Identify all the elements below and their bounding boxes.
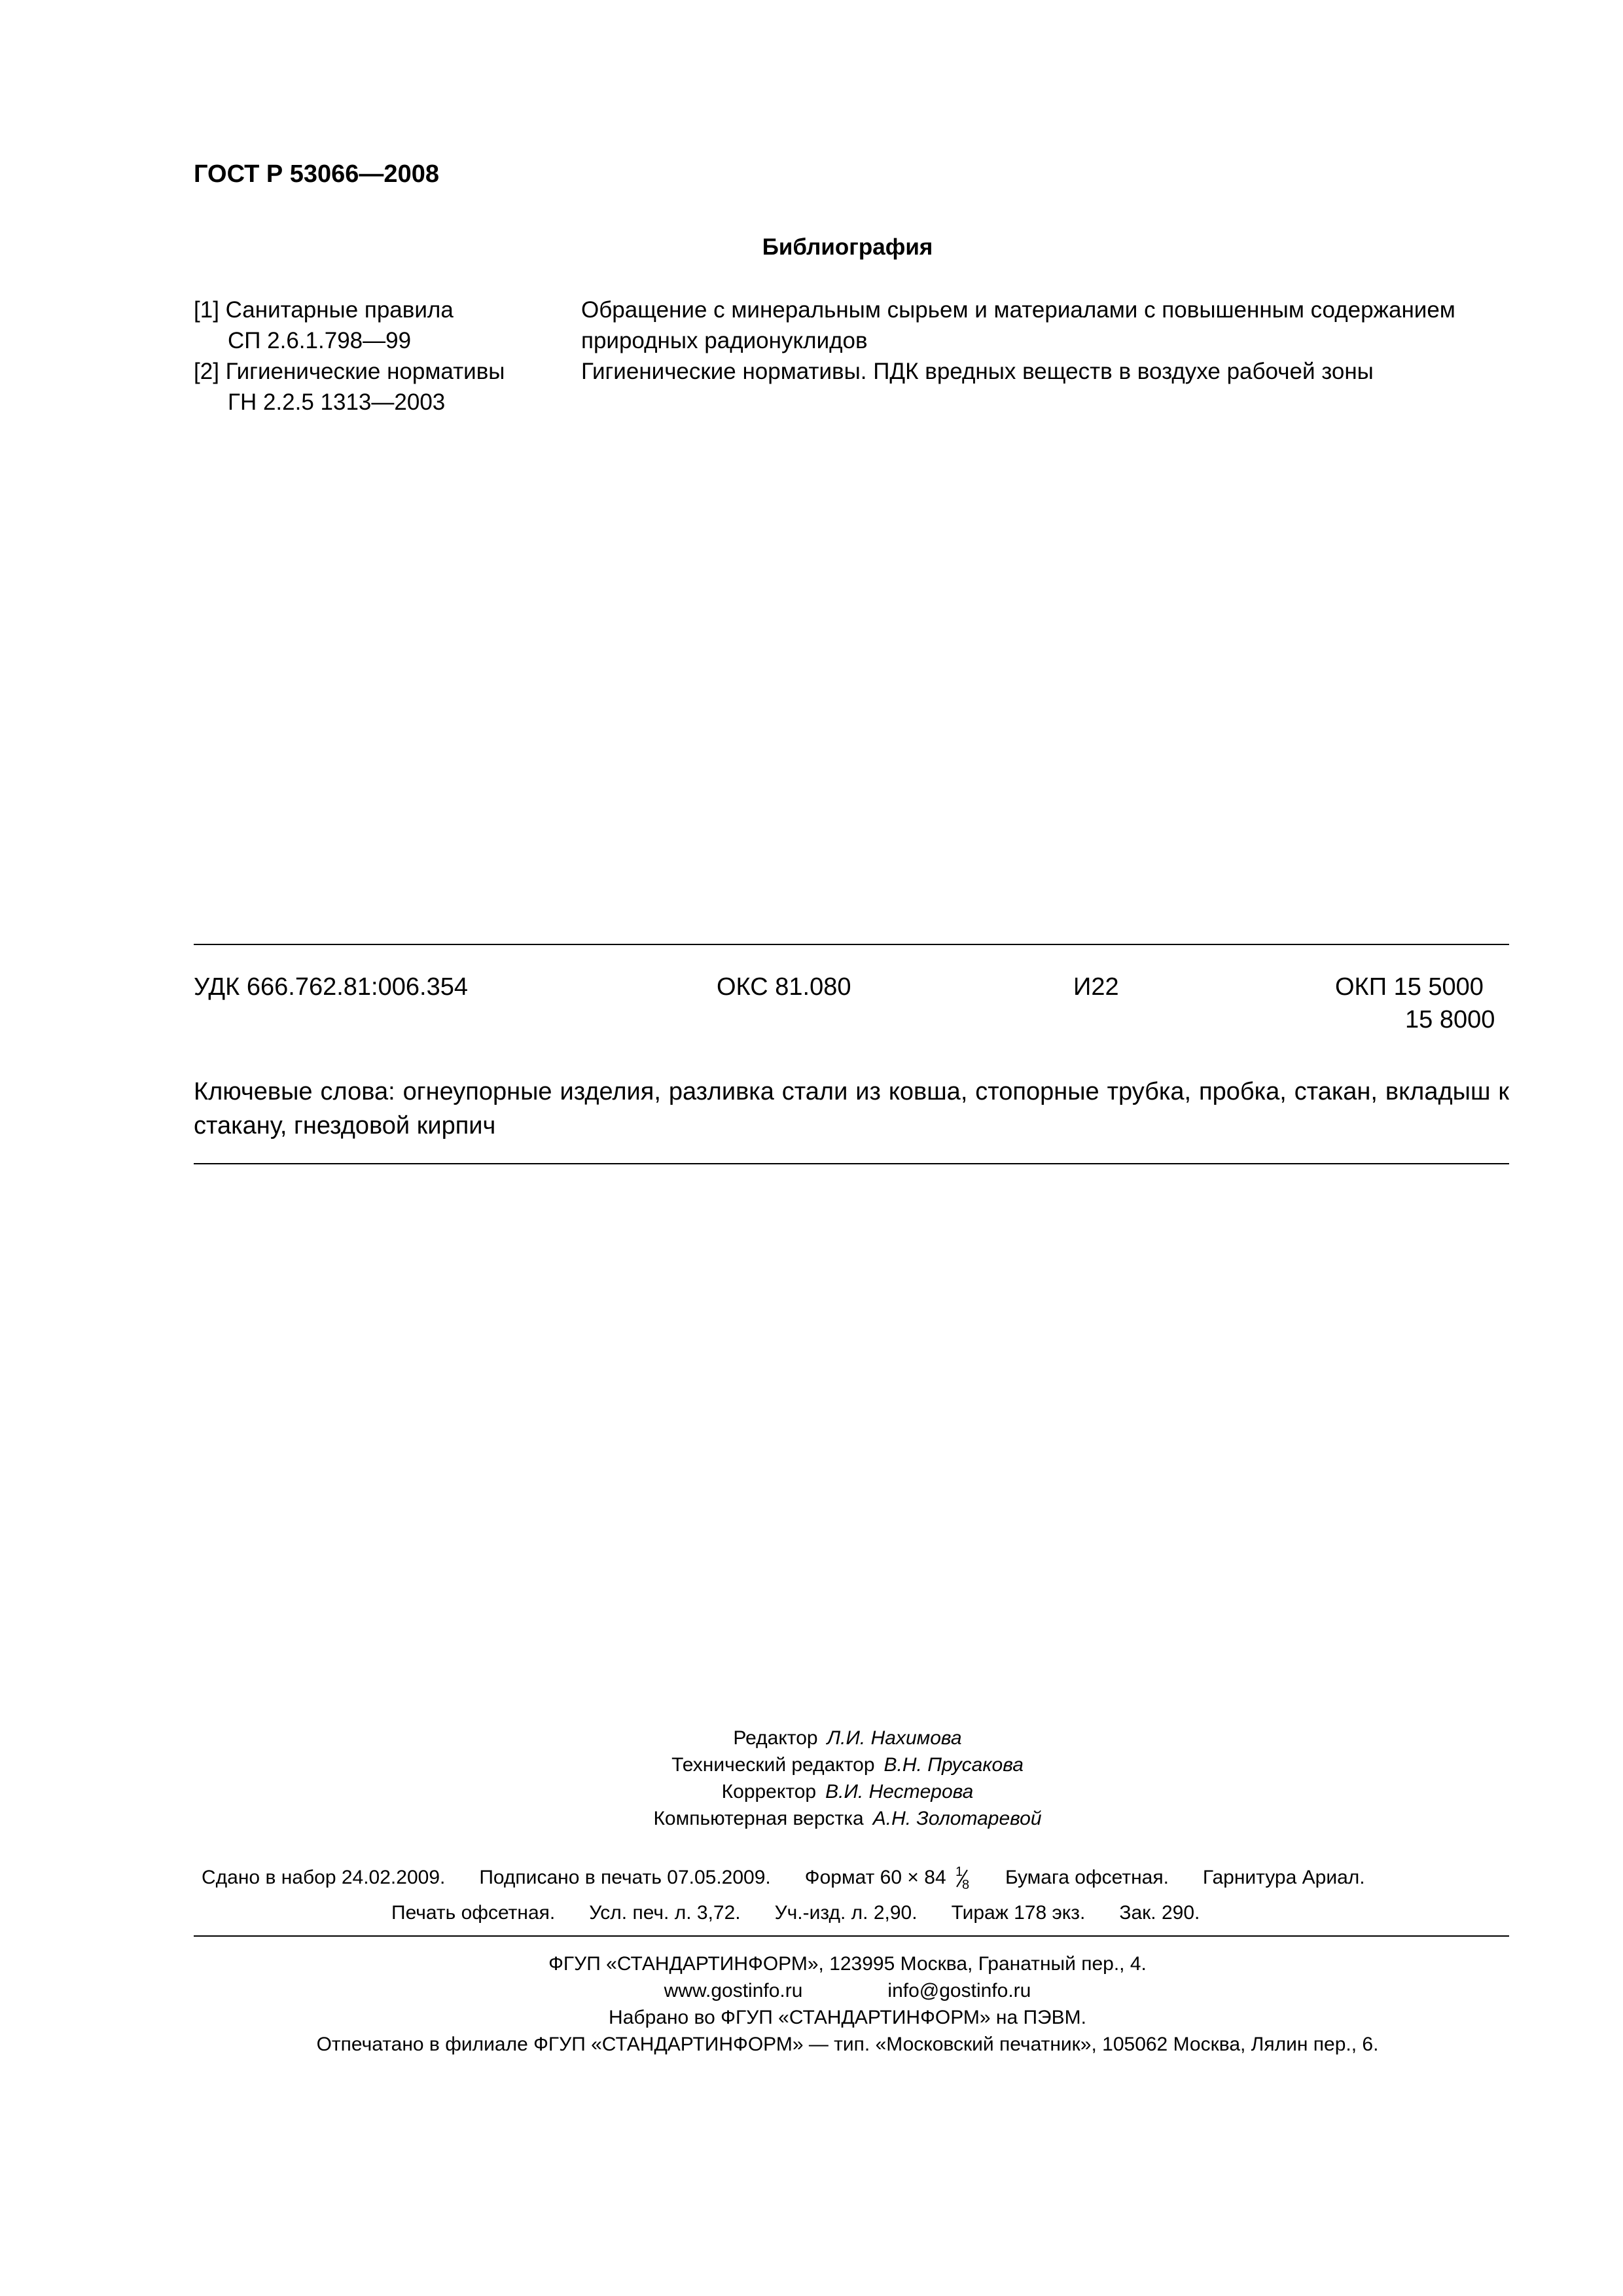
divider-top bbox=[194, 944, 1509, 945]
typeset-note: Набрано во ФГУП «СТАНДАРТИНФОРМ» на ПЭВМ. bbox=[609, 2007, 1086, 2028]
publisher-contacts bbox=[0, 1977, 1623, 2004]
credits-block bbox=[0, 1725, 1623, 1832]
email-link[interactable]: info@gostinfo.ru bbox=[887, 1980, 1031, 2001]
website-link[interactable]: www.gostinfo.ru bbox=[664, 1980, 803, 2001]
bib-ref-2-line2: ГН 2.2.5 1313—2003 bbox=[228, 389, 446, 415]
credit-corrector: Корректор В.И. Нестерова bbox=[721, 1781, 974, 1803]
divider-keywords bbox=[194, 1163, 1509, 1164]
oks-code: ОКС 81.080 bbox=[717, 973, 851, 1001]
format-fraction: 1 8 bbox=[955, 1865, 970, 1893]
bibliography-title: Библиография bbox=[762, 234, 933, 260]
credit-layout: Компьютерная верстка А.Н. Золотаревой bbox=[653, 1808, 1042, 1829]
divider-footer bbox=[194, 1935, 1509, 1937]
credit-editor: Редактор Л.И. Нахимова bbox=[733, 1727, 962, 1749]
keywords: Ключевые слова: огнеупорные изделия, разливка стали из ковша, стопорные трубка, пробка, стакан, вкладыш к стакану, гнездовой кирпич bbox=[194, 1078, 1509, 1139]
bib-ref-1-line2: СП 2.6.1.798—99 bbox=[228, 328, 412, 353]
okp-code-2: 15 8000 bbox=[1405, 1006, 1495, 1033]
publication-line-2: Печать офсетная. Усл. печ. л. 3,72. Уч.-изд. л. 2,90. Тираж 178 экз. Зак. 290. bbox=[391, 1902, 1200, 1924]
credit-tech-editor: Технический редактор В.Н. Прусакова bbox=[671, 1754, 1024, 1776]
group-code: И22 bbox=[1073, 973, 1119, 1001]
publisher-address: ФГУП «СТАНДАРТИНФОРМ», 123995 Москва, Гранатный пер., 4. bbox=[548, 1953, 1147, 1975]
okp-code-1: ОКП 15 5000 bbox=[1335, 973, 1484, 1001]
bib-desc-1-line2: природных радионуклидов bbox=[581, 328, 868, 353]
document-code: ГОСТ Р 53066—2008 bbox=[194, 160, 439, 188]
publication-line-1: Сдано в набор 24.02.2009. Подписано в печать 07.05.2009. Формат 60 × 84 1 8 Бумага офсетная. Гарнитура Ариал. bbox=[202, 1865, 1365, 1893]
bib-desc-2-line1: Гигиенические нормативы. ПДК вредных веществ в воздухе рабочей зоны bbox=[581, 359, 1374, 384]
bib-desc-1-line1: Обращение с минеральным сырьем и материалами с повышенным содержанием bbox=[581, 297, 1455, 323]
publisher-footer bbox=[0, 1950, 1623, 2058]
printed-note: Отпечатано в филиале ФГУП «СТАНДАРТИНФОРМ» — тип. «Московский печатник», 105062 Москва, Лялин пер., 6. bbox=[316, 2034, 1379, 2055]
bib-ref-2-line1: [2] Гигиенические нормативы bbox=[194, 359, 505, 384]
udk-code: УДК 666.762.81:006.354 bbox=[194, 973, 468, 1001]
bib-ref-1-line1: [1] Санитарные правила bbox=[194, 297, 454, 323]
